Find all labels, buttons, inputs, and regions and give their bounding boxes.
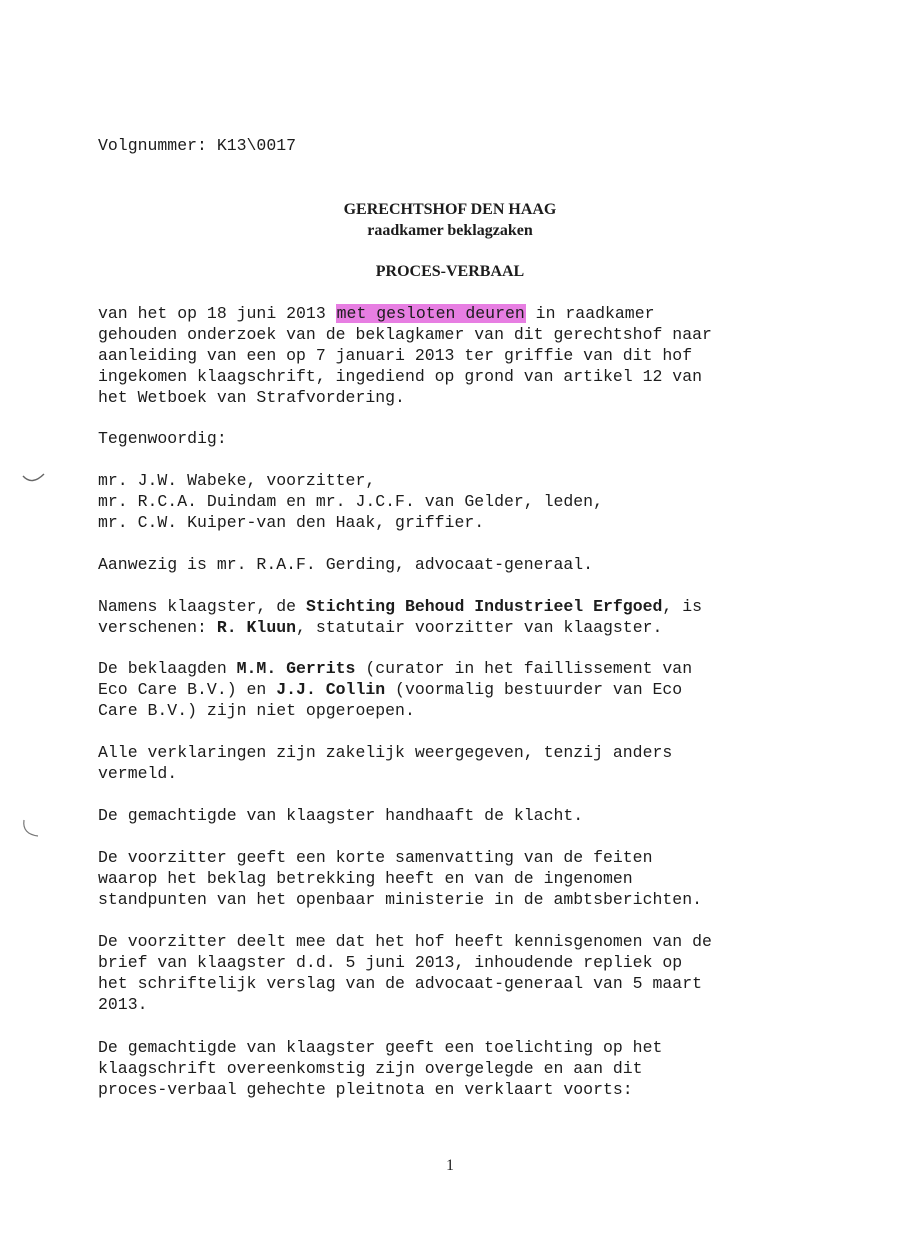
court-name: GERECHTSHOF DEN HAAG	[343, 201, 557, 218]
beklaagden-paragraph	[98, 658, 818, 721]
intro-text-start: van het op 18 juni 2013	[98, 304, 336, 323]
handhaaft-paragraph: De gemachtigde van klaagster handhaaft de klacht.	[98, 806, 584, 825]
foundation-name: Stichting Behoud Industrieel Erfgoed	[305, 597, 663, 616]
beklaagden-text-1: De beklaagden	[98, 659, 237, 678]
beklaagden-text-2: (curator in het faillissement van Eco Care B.V.) en	[98, 659, 693, 699]
tegenwoordig-label: Tegenwoordig:	[98, 429, 227, 448]
kennisgenomen-paragraph: De voorzitter deelt mee dat het hof heeft kennisgenomen van de brief van klaagster d.d. 5 juni 2013, inhoudende repliek op het schriftelijk verslag van de advocaat-generaal van 5 maart 2013.	[98, 932, 712, 1014]
volgnummer: Volgnummer: K13\0017	[98, 136, 297, 155]
aanwezig-paragraph: Aanwezig is mr. R.A.F. Gerding, advocaat-generaal.	[98, 555, 594, 574]
namens-paragraph	[98, 596, 818, 638]
document-title: PROCES-VERBAAL	[375, 263, 525, 280]
namens-text-2: , is verschenen:	[98, 597, 703, 637]
intro-text-rest: in raadkamer gehouden onderzoek van de beklagkamer van dit gerechtshof naar aanleiding van een op 7 januari 2013 ter griffie van dit hof ingekomen klaagschrift, ingediend op grond van artikel 12 van het Wetboek van Strafvordering.	[98, 304, 712, 407]
namens-text-3: , statutair voorzitter van klaagster.	[296, 618, 663, 637]
members-list: mr. J.W. Wabeke, voorzitter, mr. R.C.A. Duindam en mr. J.C.F. van Gelder, leden, mr. C.W. Kuiper-van den Haak, griffier.	[98, 471, 603, 532]
chamber-name: raadkamer beklagzaken	[367, 222, 533, 239]
intro-paragraph	[98, 303, 818, 408]
representative-name: R. Kluun	[216, 618, 297, 637]
toelichting-paragraph: De gemachtigde van klaagster geeft een toelichting op het klaagschrift overeenkomstig zijn overgelegde en aan dit proces-verbaal gehechte pleitnota en verklaart voorts:	[98, 1038, 663, 1099]
verklaringen-paragraph: Alle verklaringen zijn zakelijk weergegeven, tenzij anders vermeld.	[98, 743, 673, 783]
page-number: 1	[446, 1157, 454, 1174]
scan-mark-icon	[20, 470, 48, 490]
beklaagden-text-3: (voormalig bestuurder van Eco Care B.V.) zijn niet opgeroepen.	[98, 680, 683, 720]
curator-name: M.M. Gerrits	[236, 659, 356, 678]
namens-text-1: Namens klaagster, de	[98, 597, 306, 616]
scan-mark-icon	[18, 818, 46, 842]
highlighted-phrase: met gesloten deuren	[336, 304, 525, 323]
director-name: J.J. Collin	[276, 680, 386, 699]
samenvatting-paragraph: De voorzitter geeft een korte samenvatting van de feiten waarop het beklag betrekking heeft en van de ingenomen standpunten van het openbaar ministerie in de ambtsberichten.	[98, 848, 702, 909]
